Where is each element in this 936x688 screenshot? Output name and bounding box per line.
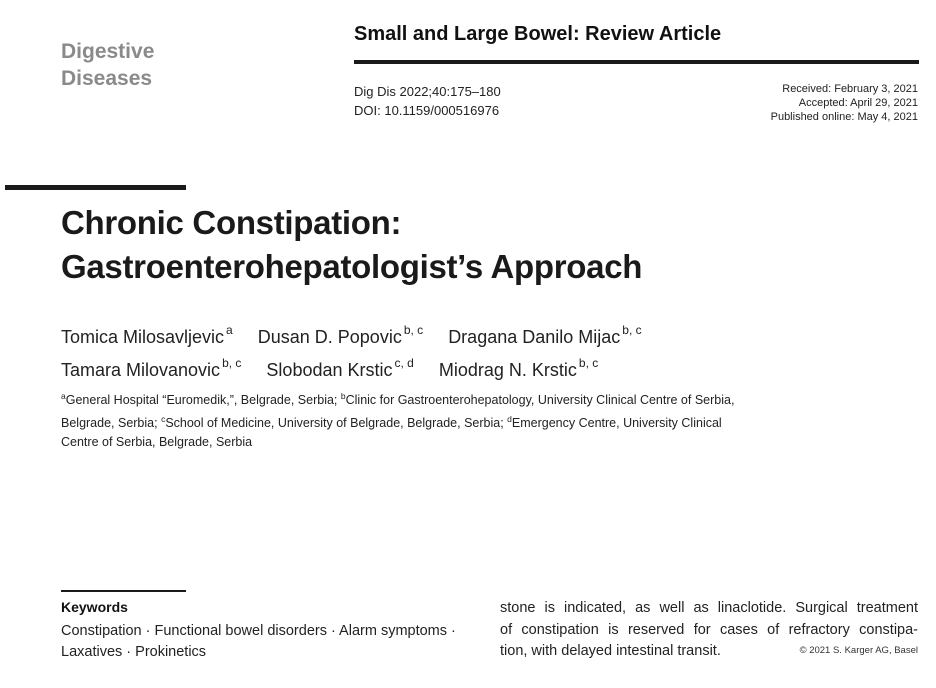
affiliation-text: Clinic for Gastroenterohepatology, University Clinical Centre of Serbia, Belgrade, Serbia;: [61, 393, 735, 431]
article-title: [61, 201, 642, 289]
author[interactable]: Tamara Milovanovic $^{b, c}$: [61, 356, 242, 380]
author-affiliation-marker: b, c: [403, 323, 424, 337]
author-affiliation-marker: b, c: [222, 356, 242, 370]
citation-ref: Dig Dis 2022;40:175–180: [354, 84, 501, 99]
affiliation-marker: d: [507, 414, 512, 425]
citation: [354, 82, 501, 120]
author[interactable]: Tomica Milosavljevic $^a$: [61, 323, 233, 347]
author[interactable]: Miodrag N. Krstic $^{b, c}$: [438, 356, 599, 380]
affiliations: [61, 387, 761, 452]
date-accepted: Accepted: April 29, 2021: [798, 97, 918, 109]
keywords-list: Constipation · Functional bowel disorders · Alarm symptoms · Laxatives · Prokinetics: [61, 623, 456, 660]
author[interactable]: Dragana Danilo Mijac $^{b, c}$: [448, 323, 642, 347]
author-affiliation-marker: a: [226, 323, 233, 337]
title-line1: Chronic Constipation:: [61, 204, 402, 241]
journal-name-line1: Digestive: [61, 40, 155, 63]
author-row-1: [61, 318, 662, 351]
affiliation-text: General Hospital “Euromedik,”, Belgrade, Serbia;: [65, 393, 341, 408]
author[interactable]: Slobodan Krstic $^{c, d}$: [266, 356, 414, 380]
keywords-rule: [61, 590, 186, 592]
affiliation-marker: b: [340, 391, 346, 401]
date-published: Published online: May 4, 2021: [770, 111, 918, 123]
section-title: Small and Large Bowel: Review Article: [354, 23, 722, 45]
author-row-2: [61, 351, 662, 384]
title-line2: Gastroenterohepatologist’s Approach: [61, 248, 643, 285]
journal-logo: [61, 38, 154, 92]
abstract-text: [500, 598, 918, 663]
journal-name-line2: Diseases: [61, 67, 153, 90]
keywords-heading: Keywords: [61, 599, 128, 615]
affiliation-text: School of Medicine, University of Belgrade, Belgrade, Serbia;: [165, 416, 508, 431]
abstract-line: stone is indicated, as well as linaclotide. Surgical treatment: [500, 600, 918, 616]
article-dates: [771, 82, 918, 124]
author-affiliation-marker: b, c: [622, 323, 642, 337]
affiliation-marker: a: [61, 391, 66, 401]
abstract-last-line: [500, 641, 918, 663]
copyright-notice: © 2021 S. Karger AG, Basel: [799, 645, 918, 656]
author-list: [61, 318, 662, 384]
abstract-line: tion, with delayed intestinal transit.: [500, 643, 721, 659]
affiliation-text: Emergency Centre, University Clinical Centre of Serbia, Belgrade, Serbia: [61, 416, 722, 450]
section-rule: [354, 60, 919, 64]
abstract-line: of constipation is reserved for cases of refractory constipa-: [500, 621, 918, 638]
author-affiliation-marker: b, c: [578, 356, 599, 370]
citation-doi[interactable]: DOI: 10.1159/000516976: [354, 103, 500, 118]
title-rule: [5, 185, 186, 190]
date-received: Received: February 3, 2021: [782, 83, 918, 95]
author-affiliation-marker: c, d: [394, 356, 414, 370]
author[interactable]: Dusan D. Popovic $^{b, c}$: [257, 323, 424, 347]
affiliation-marker: c: [161, 414, 166, 425]
